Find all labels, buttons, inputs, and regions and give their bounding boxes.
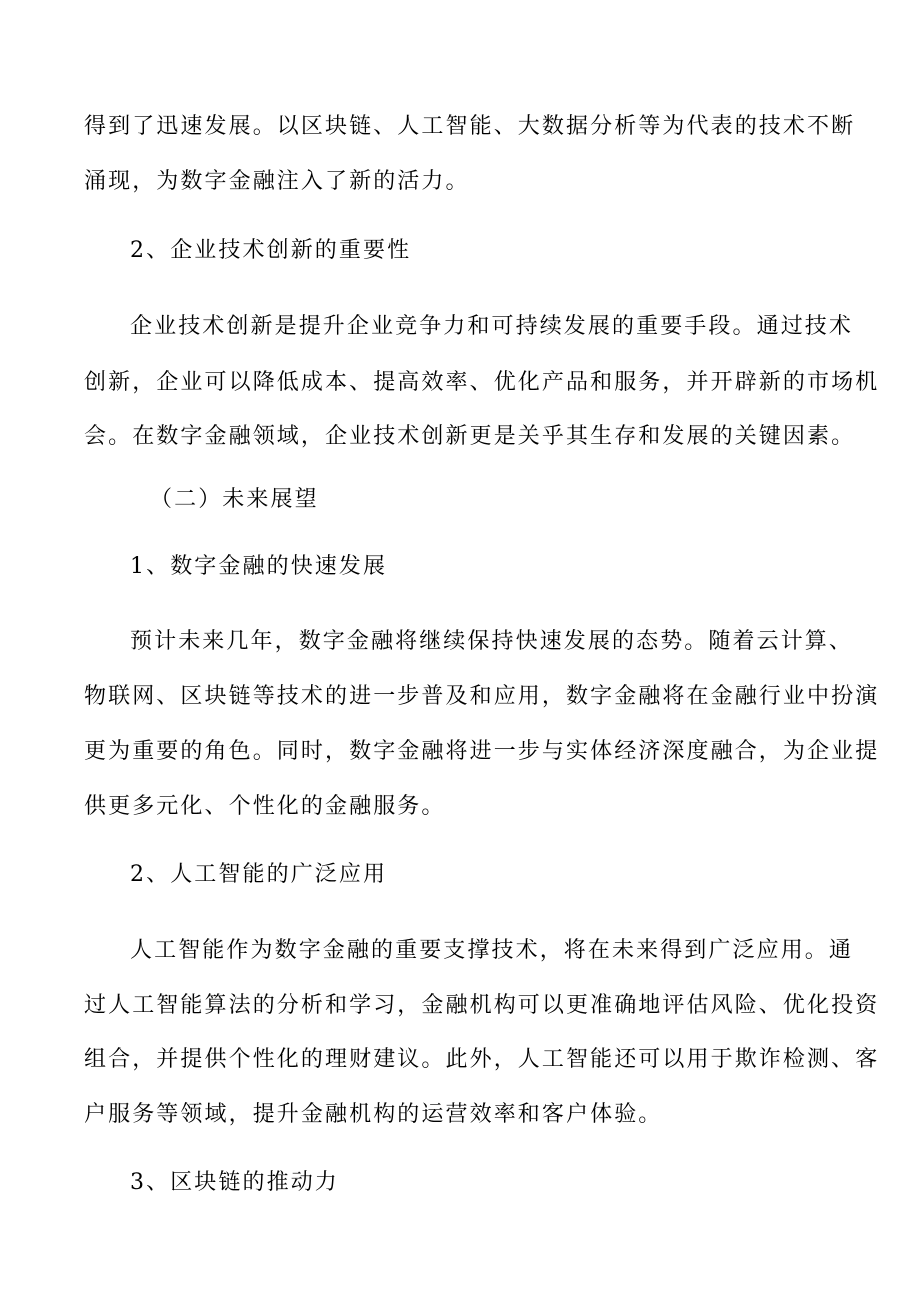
- paragraph-line: 过人工智能算法的分析和学习，金融机构可以更准确地评估风险、优化投资: [84, 993, 880, 1018]
- subheading: 1、数字金融的快速发展: [130, 554, 388, 579]
- paragraph-line: 户服务等领域，提升金融机构的运营效率和客户体验。: [84, 1102, 663, 1127]
- paragraph-line: 企业技术创新是提升企业竞争力和可持续发展的重要手段。通过技术: [130, 314, 854, 339]
- section-heading: （二）未来展望: [150, 487, 319, 512]
- subheading: 2、企业技术创新的重要性: [130, 238, 412, 263]
- paragraph-line: 预计未来几年，数字金融将继续保持快速发展的态势。随着云计算、: [130, 629, 854, 654]
- subheading: 2、人工智能的广泛应用: [130, 862, 388, 887]
- paragraph-line: 人工智能作为数字金融的重要支撑技术，将在未来得到广泛应用。通: [130, 938, 854, 963]
- paragraph-line: 涌现，为数字金融注入了新的活力。: [84, 169, 470, 194]
- paragraph-line: 创新，企业可以降低成本、提高效率、优化产品和服务，并开辟新的市场机: [84, 370, 880, 395]
- paragraph-line: 得到了迅速发展。以区块链、人工智能、大数据分析等为代表的技术不断: [84, 114, 856, 139]
- paragraph-line: 会。在数字金融领域，企业技术创新更是关乎其生存和发展的关键因素。: [84, 424, 856, 449]
- paragraph-line: 物联网、区块链等技术的进一步普及和应用，数字金融将在金融行业中扮演: [84, 684, 880, 709]
- paragraph-line: 供更多元化、个性化的金融服务。: [84, 794, 446, 819]
- paragraph-line: 更为重要的角色。同时，数字金融将进一步与实体经济深度融合，为企业提: [84, 739, 880, 764]
- paragraph-line: 组合，并提供个性化的理财建议。此外，人工智能还可以用于欺诈检测、客: [84, 1047, 880, 1072]
- subheading: 3、区块链的推动力: [130, 1170, 339, 1195]
